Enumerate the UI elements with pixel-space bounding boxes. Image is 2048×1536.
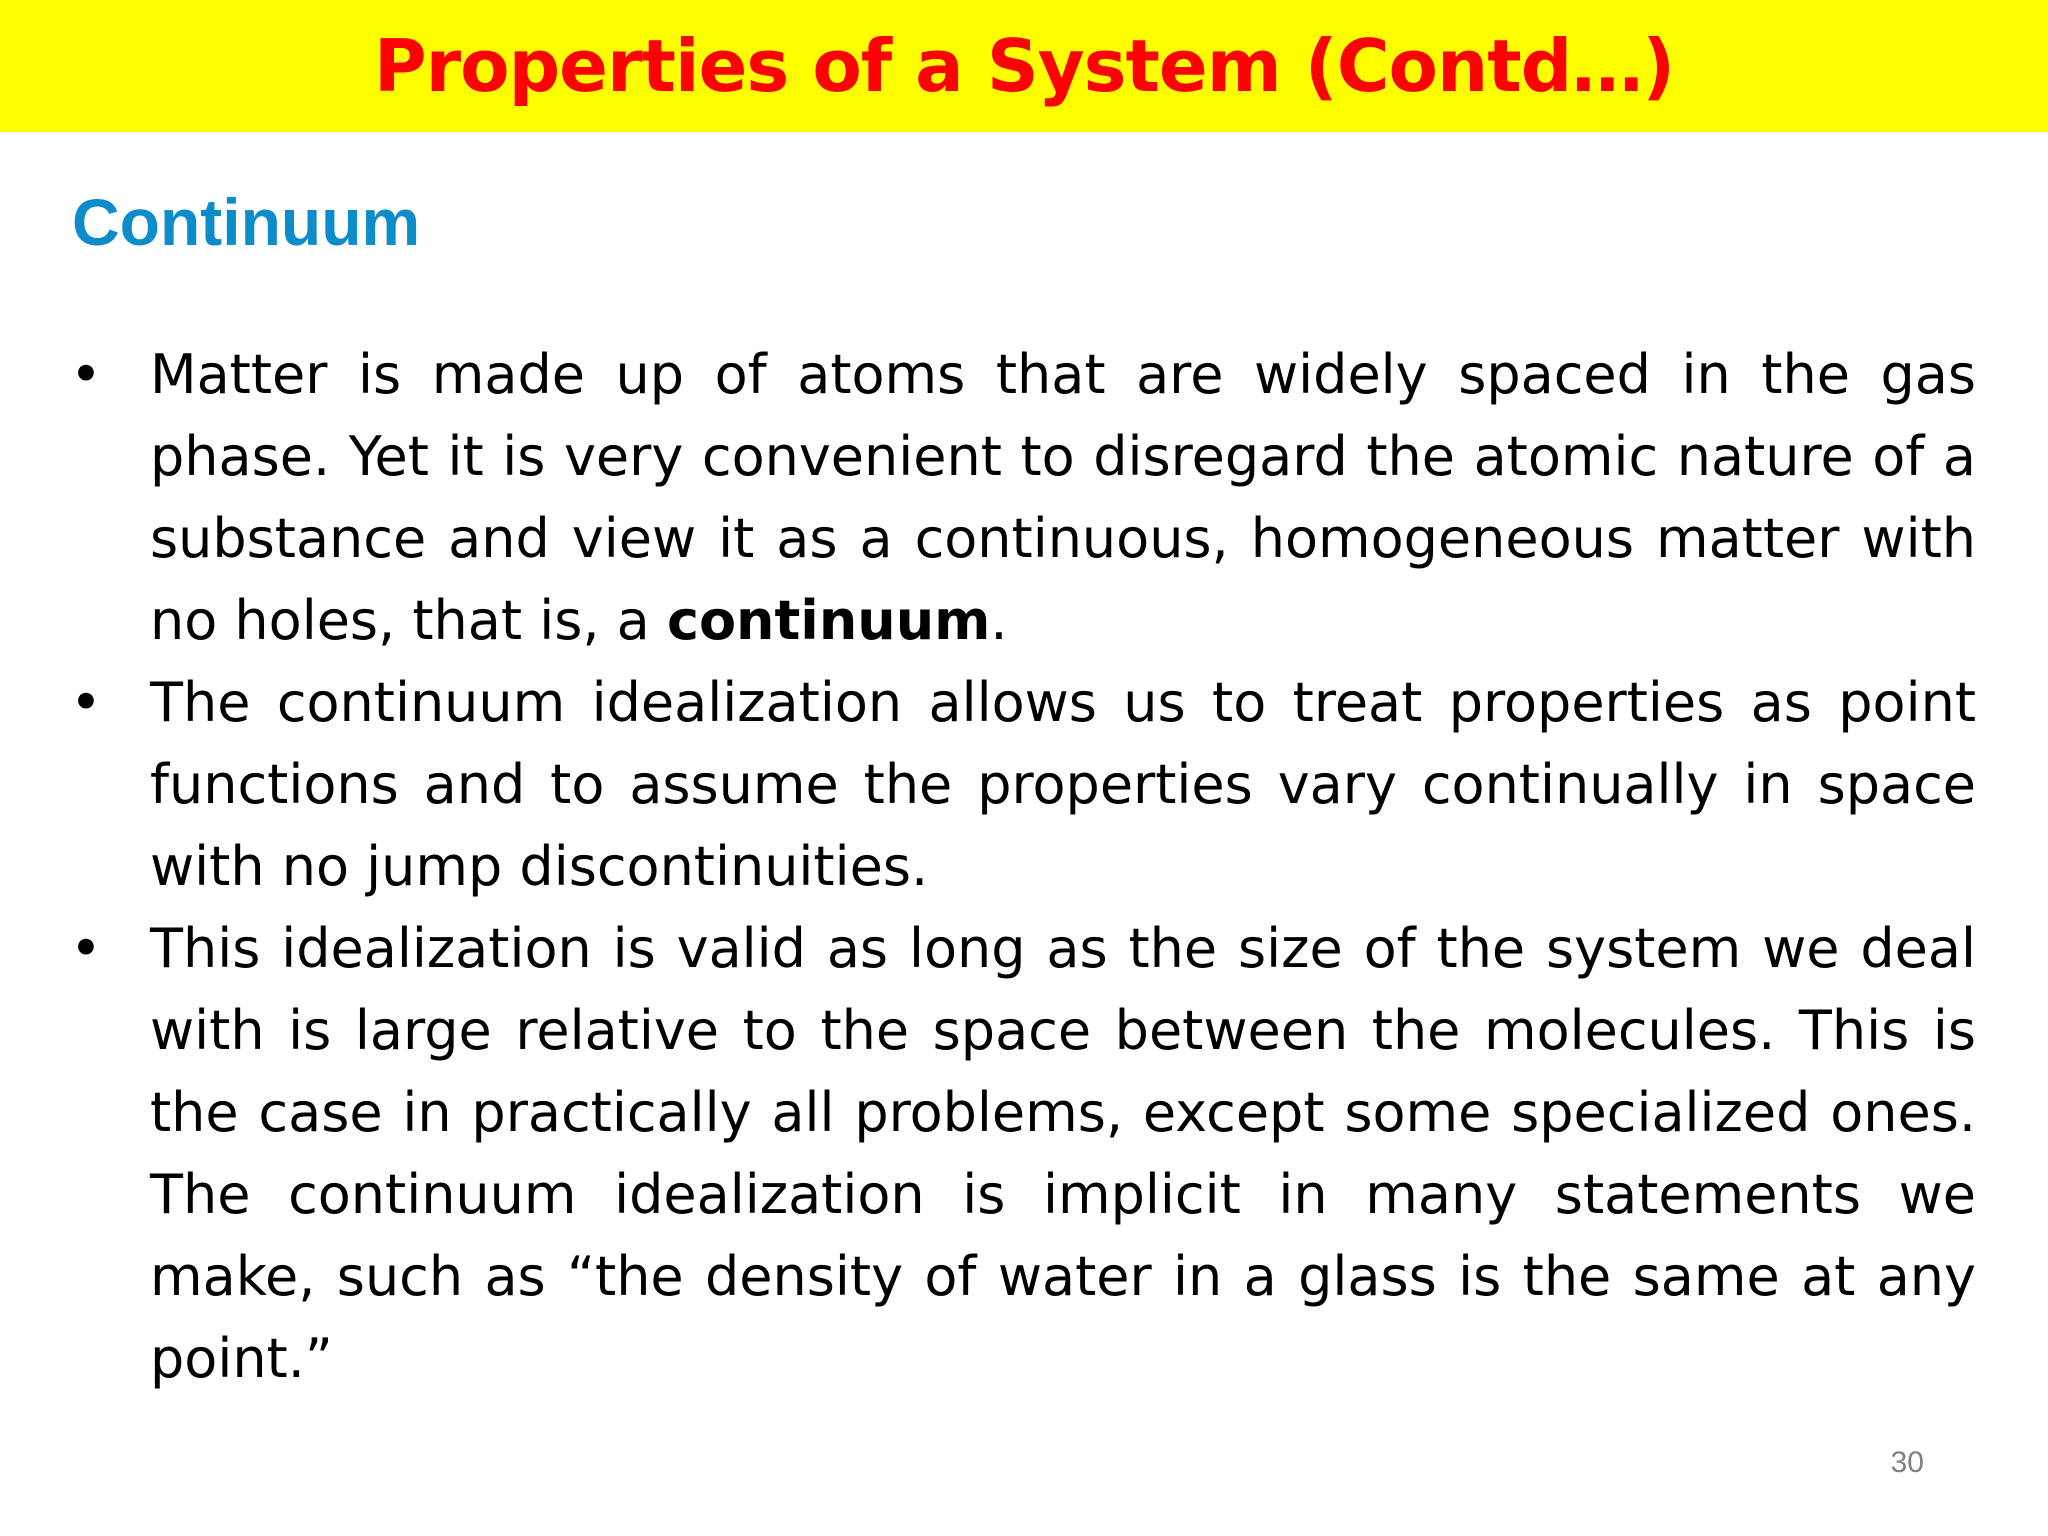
bullet-text-end: . (990, 589, 1008, 652)
bullet-icon: • (70, 343, 102, 406)
title-bar (0, 0, 2048, 132)
bullet-bold-term: continuum (666, 589, 991, 652)
bullet-list (70, 334, 1976, 1400)
section-heading: Continuum (72, 185, 421, 259)
bullet-item-atoms (70, 334, 1976, 662)
bullet-icon: • (70, 671, 102, 734)
page-number: 30 (1890, 1446, 1924, 1479)
bullet-item-idealization (70, 662, 1976, 908)
slide-title: Properties of a System (Contd…) (373, 24, 1675, 108)
bullet-text: Matter is made up of atoms that are widely spaced in the gas phase. Yet it is very convenient to disregard the atomic nature of a substance and view it as a continuous, homogeneous matter with no holes, that is, a (150, 343, 1976, 652)
bullet-icon: • (70, 917, 102, 980)
bullet-text: The continuum idealization allows us to treat properties as point functions and to assume the properties vary continually in space with no jump discontinuities. (150, 671, 1976, 898)
bullet-item-validity (70, 908, 1976, 1400)
bullet-text: This idealization is valid as long as the size of the system we deal with is large relative to the space between the molecules. This is the case in practically all problems, except some specialized ones. The continuum idealization is implicit in many statements we make, such as “the density of water in a glass is the same at any point.” (150, 917, 1976, 1390)
